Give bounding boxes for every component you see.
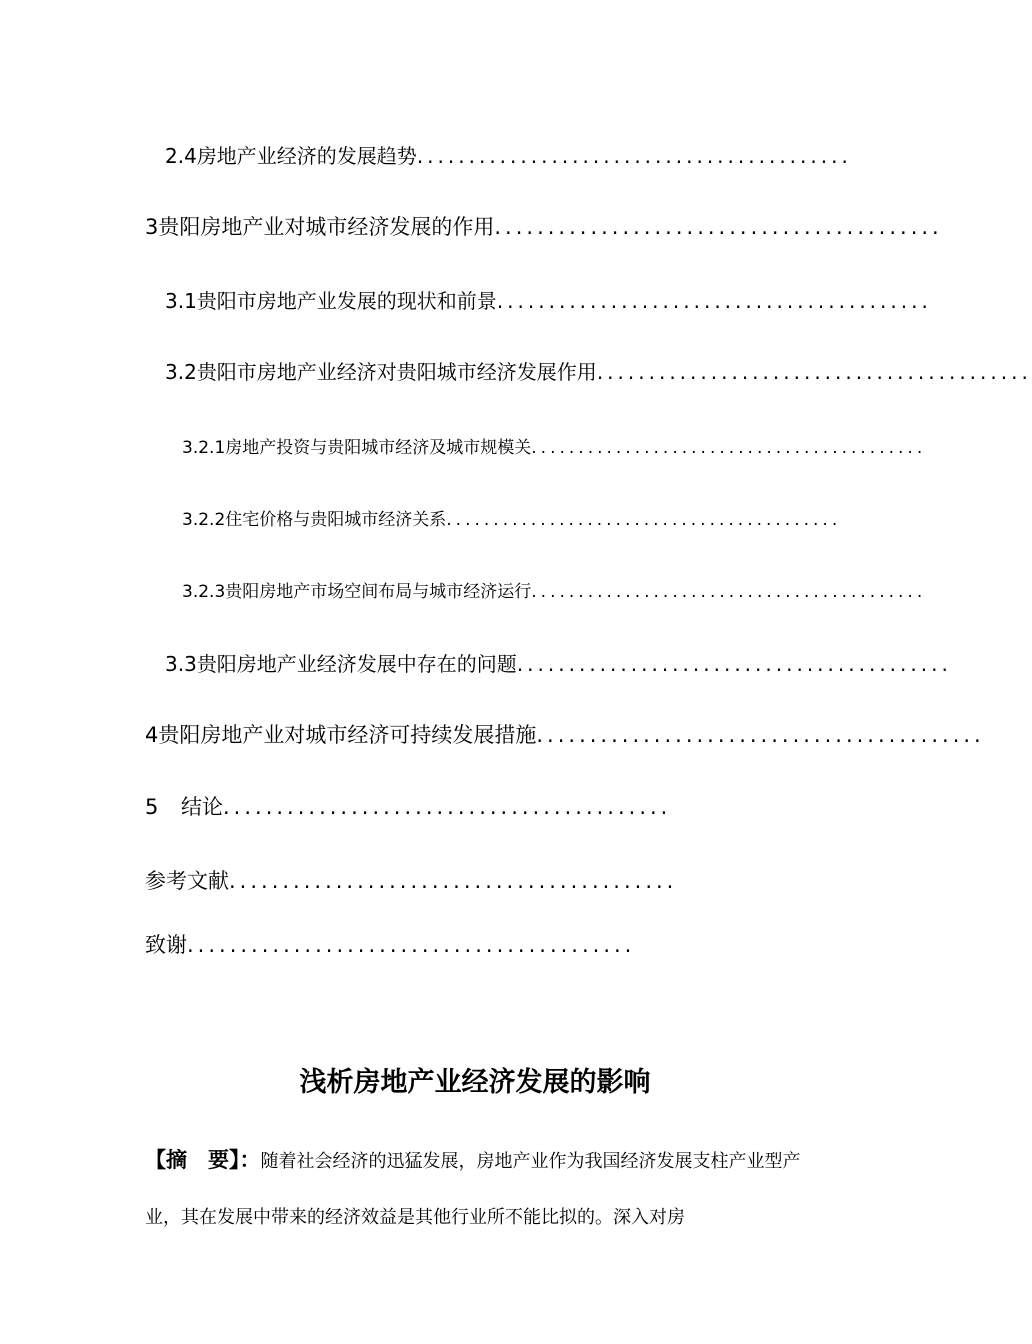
toc-entry [145, 211, 943, 241]
toc-leader: .......................................... [536, 723, 985, 747]
toc-title: 致谢 [145, 933, 187, 957]
toc-leader: .......................................... [446, 510, 842, 530]
toc-title: 贵阳房地产业对城市经济发展的作用 [158, 215, 495, 239]
toc-entry [165, 648, 952, 677]
toc-number: 3.1 [165, 289, 197, 313]
toc-entry [145, 719, 985, 749]
toc-entry [182, 505, 842, 530]
abstract-colon: ： [239, 1148, 261, 1172]
toc-entry [165, 285, 932, 314]
toc-leader: .......................................... [187, 933, 636, 957]
toc-entry [145, 929, 785, 959]
toc-title: 结论 [181, 795, 223, 819]
document-title: 浅析房地产业经济发展的影响 [299, 1067, 651, 1098]
toc-entry [182, 433, 927, 458]
toc-leader: .......................................... [223, 795, 672, 819]
toc-leader: .......................................... [596, 360, 1032, 384]
toc-number: 3.2.2 [182, 510, 226, 530]
toc-title: 房地产投资与贵阳城市经济及城市规模关 [225, 438, 532, 458]
toc-leader: .......................................... [531, 438, 927, 458]
toc-number: 3.2.1 [182, 438, 226, 458]
toc-leader: .......................................... [516, 652, 952, 676]
toc-leader: .......................................... [531, 582, 927, 602]
toc-title: 贵阳房地产业经济发展中存在的问题 [196, 652, 517, 676]
toc-number: 3.3 [165, 652, 197, 676]
abstract-paragraph [145, 1132, 810, 1246]
toc-title: 住宅价格与贵阳城市经济关系 [225, 510, 447, 530]
toc-title: 房地产业经济的发展趋势 [196, 144, 417, 168]
toc-entry [145, 865, 785, 895]
toc-leader: .......................................... [494, 215, 943, 239]
toc-number: 2.4 [165, 144, 197, 168]
abstract-text: 随着社会经济的迅猛发展，房地产业作为我国经济发展支柱产业型产业，其在发展中带来的经济效益是其他行业所不能比拟的。深入对房 [145, 1151, 801, 1228]
toc-number: 5 [145, 795, 159, 819]
toc-leader: .......................................... [416, 144, 852, 168]
toc-title: 贵阳房地产市场空间布局与城市经济运行 [225, 582, 532, 602]
toc-number: 4 [145, 723, 159, 747]
toc-entry [182, 577, 927, 602]
toc-entry [165, 140, 852, 169]
toc-title: 贵阳市房地产业经济对贵阳城市经济发展作用 [196, 360, 597, 384]
toc-title: 参考文献 [145, 869, 229, 893]
toc-leader: .......................................... [496, 289, 932, 313]
abstract-label: 【摘 要】 [145, 1148, 240, 1172]
toc-title: 贵阳市房地产业发展的现状和前景 [196, 289, 497, 313]
toc-number: 3 [145, 215, 159, 239]
toc-entry [145, 791, 785, 821]
toc-number: 3.2 [165, 360, 197, 384]
toc-entry [165, 356, 1032, 385]
toc-leader: .......................................... [229, 869, 678, 893]
toc-title: 贵阳房地产业对城市经济可持续发展措施 [158, 723, 537, 747]
toc-number: 3.2.3 [182, 582, 226, 602]
